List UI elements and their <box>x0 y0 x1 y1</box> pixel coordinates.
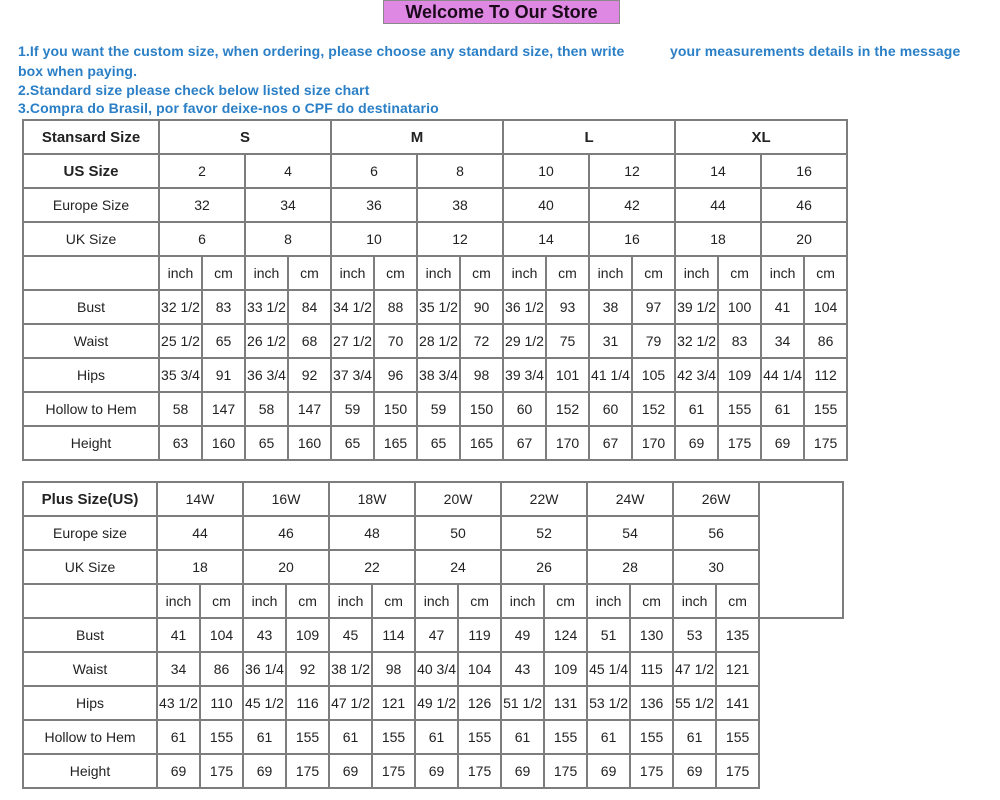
plus-europe-cell: 52 <box>501 516 587 550</box>
unit-cm: cm <box>804 256 847 290</box>
measurement-cm: 152 <box>546 392 589 426</box>
us-size-cell: 4 <box>245 154 331 188</box>
measurement-inch: 29 1/2 <box>503 324 546 358</box>
measurement-cm: 114 <box>372 618 415 652</box>
measurement-inch: 32 1/2 <box>675 324 718 358</box>
plus-europe-cell: 50 <box>415 516 501 550</box>
measurement-inch: 27 1/2 <box>331 324 374 358</box>
measurement-inch: 40 3/4 <box>415 652 458 686</box>
measurement-cm: 155 <box>718 392 761 426</box>
measurement-inch: 61 <box>673 720 716 754</box>
measurement-cm: 131 <box>544 686 587 720</box>
measurement-cm: 70 <box>374 324 417 358</box>
measurement-cm: 155 <box>544 720 587 754</box>
measurement-inch: 41 <box>157 618 200 652</box>
uk-size-label: UK Size <box>23 222 159 256</box>
measurement-inch: 69 <box>761 426 804 460</box>
measurement-inch: 43 <box>243 618 286 652</box>
unit-cm: cm <box>374 256 417 290</box>
unit-inch: inch <box>761 256 804 290</box>
unit-cm: cm <box>202 256 245 290</box>
measurement-cm: 175 <box>286 754 329 788</box>
plus-europe-cell: 54 <box>587 516 673 550</box>
measurement-inch: 58 <box>245 392 288 426</box>
measurement-inch: 33 1/2 <box>245 290 288 324</box>
us-size-row <box>23 154 847 188</box>
measurement-cm: 93 <box>546 290 589 324</box>
measurement-inch: 35 1/2 <box>417 290 460 324</box>
measurement-inch: 45 <box>329 618 372 652</box>
europe-size-cell: 40 <box>503 188 589 222</box>
plus-europe-cell: 56 <box>673 516 759 550</box>
measurement-inch: 32 1/2 <box>159 290 202 324</box>
measurement-inch: 53 <box>673 618 716 652</box>
size-xl: XL <box>675 120 847 154</box>
measurement-inch: 44 1/4 <box>761 358 804 392</box>
unit-inch: inch <box>415 584 458 618</box>
measurement-cm: 72 <box>460 324 503 358</box>
measurement-inch: 65 <box>331 426 374 460</box>
measurement-cm: 104 <box>804 290 847 324</box>
measurement-cm: 110 <box>200 686 243 720</box>
measurement-row <box>23 618 843 652</box>
measurement-inch: 69 <box>157 754 200 788</box>
measurement-inch: 31 <box>589 324 632 358</box>
plus-size-label: Plus Size(US) <box>23 482 157 516</box>
us-size-cell: 16 <box>761 154 847 188</box>
measurement-cm: 101 <box>546 358 589 392</box>
measurement-inch: 45 1/2 <box>243 686 286 720</box>
plus-europe-cell: 48 <box>329 516 415 550</box>
measurement-inch: 39 3/4 <box>503 358 546 392</box>
measurement-cm: 136 <box>630 686 673 720</box>
measurement-inch: 41 1/4 <box>589 358 632 392</box>
unit-inch: inch <box>673 584 716 618</box>
unit-row-blank <box>23 256 159 290</box>
measurement-inch: 38 3/4 <box>417 358 460 392</box>
measurement-cm: 97 <box>632 290 675 324</box>
size-l: L <box>503 120 675 154</box>
unit-inch: inch <box>587 584 630 618</box>
measurement-inch: 58 <box>159 392 202 426</box>
measurement-cm: 109 <box>286 618 329 652</box>
unit-inch: inch <box>157 584 200 618</box>
unit-cm: cm <box>288 256 331 290</box>
measurement-cm: 126 <box>458 686 501 720</box>
standard-size-row <box>23 120 847 154</box>
measurement-cm: 175 <box>200 754 243 788</box>
measurement-cm: 141 <box>716 686 759 720</box>
measurement-cm: 135 <box>716 618 759 652</box>
measurement-inch: 42 3/4 <box>675 358 718 392</box>
europe-size-cell: 46 <box>761 188 847 222</box>
measurement-cm: 147 <box>288 392 331 426</box>
size-s: S <box>159 120 331 154</box>
measurement-cm: 175 <box>804 426 847 460</box>
measurement-inch: 25 1/2 <box>159 324 202 358</box>
europe-size-cell: 36 <box>331 188 417 222</box>
measurement-cm: 119 <box>458 618 501 652</box>
measurement-inch: 28 1/2 <box>417 324 460 358</box>
measurement-inch: 34 <box>157 652 200 686</box>
us-size-cell: 12 <box>589 154 675 188</box>
uk-size-cell: 6 <box>159 222 245 256</box>
measurement-cm: 116 <box>286 686 329 720</box>
us-size-cell: 2 <box>159 154 245 188</box>
measurement-inch: 61 <box>761 392 804 426</box>
measurement-inch: 36 3/4 <box>245 358 288 392</box>
note-line-2: 2.Standard size please check below listed size chart <box>18 82 370 98</box>
plus-uk-cell: 30 <box>673 550 759 584</box>
measurement-row <box>23 686 843 720</box>
measurement-cm: 98 <box>372 652 415 686</box>
unit-cm: cm <box>200 584 243 618</box>
unit-cm: cm <box>718 256 761 290</box>
measurement-cm: 96 <box>374 358 417 392</box>
plus-size-table <box>22 481 844 789</box>
measurement-cm: 109 <box>544 652 587 686</box>
measurement-inch: 36 1/4 <box>243 652 286 686</box>
measurement-label: Waist <box>23 324 159 358</box>
measurement-cm: 175 <box>718 426 761 460</box>
measurement-inch: 61 <box>157 720 200 754</box>
measurement-inch: 69 <box>501 754 544 788</box>
unit-inch: inch <box>245 256 288 290</box>
plus-unit-row <box>23 584 843 618</box>
measurement-cm: 92 <box>288 358 331 392</box>
measurement-cm: 175 <box>544 754 587 788</box>
plus-uk-cell: 28 <box>587 550 673 584</box>
measurement-inch: 69 <box>587 754 630 788</box>
measurement-inch: 69 <box>243 754 286 788</box>
plus-europe-label: Europe size <box>23 516 157 550</box>
plus-uk-label: UK Size <box>23 550 157 584</box>
measurement-inch: 34 1/2 <box>331 290 374 324</box>
measurement-inch: 61 <box>501 720 544 754</box>
measurement-inch: 47 1/2 <box>329 686 372 720</box>
note-line-3: 3.Compra do Brasil, por favor deixe-nos o CPF do destinatario <box>18 100 439 116</box>
measurement-inch: 37 3/4 <box>331 358 374 392</box>
measurement-cm: 165 <box>460 426 503 460</box>
measurement-inch: 60 <box>589 392 632 426</box>
europe-size-cell: 44 <box>675 188 761 222</box>
measurement-inch: 61 <box>329 720 372 754</box>
measurement-cm: 65 <box>202 324 245 358</box>
uk-size-cell: 18 <box>675 222 761 256</box>
measurement-inch: 38 <box>589 290 632 324</box>
measurement-label: Hollow to Hem <box>23 720 157 754</box>
measurement-inch: 36 1/2 <box>503 290 546 324</box>
measurement-inch: 43 1/2 <box>157 686 200 720</box>
unit-inch: inch <box>243 584 286 618</box>
measurement-row <box>23 324 847 358</box>
measurement-cm: 155 <box>200 720 243 754</box>
measurement-inch: 51 1/2 <box>501 686 544 720</box>
us-size-cell: 10 <box>503 154 589 188</box>
measurement-label: Hollow to Hem <box>23 392 159 426</box>
measurement-inch: 65 <box>245 426 288 460</box>
measurement-inch: 69 <box>329 754 372 788</box>
measurement-cm: 175 <box>372 754 415 788</box>
standard-size-table <box>22 119 848 461</box>
measurement-inch: 61 <box>243 720 286 754</box>
measurement-inch: 61 <box>587 720 630 754</box>
measurement-cm: 104 <box>200 618 243 652</box>
measurement-row <box>23 426 847 460</box>
plus-uk-cell: 22 <box>329 550 415 584</box>
measurement-cm: 147 <box>202 392 245 426</box>
measurement-cm: 175 <box>716 754 759 788</box>
measurement-cm: 83 <box>202 290 245 324</box>
unit-inch: inch <box>331 256 374 290</box>
measurement-cm: 150 <box>374 392 417 426</box>
measurement-cm: 152 <box>632 392 675 426</box>
measurement-cm: 160 <box>202 426 245 460</box>
measurement-inch: 35 3/4 <box>159 358 202 392</box>
unit-cm: cm <box>546 256 589 290</box>
measurement-label: Hips <box>23 686 157 720</box>
unit-cm: cm <box>460 256 503 290</box>
measurement-cm: 84 <box>288 290 331 324</box>
plus-uk-row <box>23 550 843 584</box>
measurement-label: Bust <box>23 290 159 324</box>
measurement-cm: 170 <box>632 426 675 460</box>
measurement-inch: 41 <box>761 290 804 324</box>
measurement-inch: 63 <box>159 426 202 460</box>
measurement-cm: 175 <box>630 754 673 788</box>
measurement-cm: 68 <box>288 324 331 358</box>
unit-inch: inch <box>589 256 632 290</box>
measurement-cm: 115 <box>630 652 673 686</box>
measurement-cm: 112 <box>804 358 847 392</box>
measurement-label: Height <box>23 426 159 460</box>
plus-europe-cell: 44 <box>157 516 243 550</box>
unit-cm: cm <box>716 584 759 618</box>
measurement-inch: 45 1/4 <box>587 652 630 686</box>
measurement-cm: 91 <box>202 358 245 392</box>
plus-europe-row <box>23 516 843 550</box>
plus-size-us-row <box>23 482 843 516</box>
unit-cm: cm <box>632 256 675 290</box>
measurement-row <box>23 720 843 754</box>
measurement-cm: 79 <box>632 324 675 358</box>
measurement-cm: 109 <box>718 358 761 392</box>
measurement-inch: 49 <box>501 618 544 652</box>
unit-inch: inch <box>501 584 544 618</box>
unit-cm: cm <box>458 584 501 618</box>
measurement-cm: 175 <box>458 754 501 788</box>
measurement-inch: 26 1/2 <box>245 324 288 358</box>
measurement-cm: 98 <box>460 358 503 392</box>
uk-size-row <box>23 222 847 256</box>
plus-uk-cell: 26 <box>501 550 587 584</box>
europe-size-cell: 38 <box>417 188 503 222</box>
measurement-inch: 69 <box>415 754 458 788</box>
measurement-inch: 60 <box>503 392 546 426</box>
plus-us-cell: 26W <box>673 482 759 516</box>
measurement-inch: 55 1/2 <box>673 686 716 720</box>
measurement-cm: 155 <box>458 720 501 754</box>
measurement-cm: 155 <box>286 720 329 754</box>
measurement-inch: 43 <box>501 652 544 686</box>
plus-uk-cell: 18 <box>157 550 243 584</box>
plus-us-cell: 14W <box>157 482 243 516</box>
measurement-row <box>23 652 843 686</box>
plus-uk-cell: 24 <box>415 550 501 584</box>
measurement-inch: 34 <box>761 324 804 358</box>
measurement-inch: 61 <box>675 392 718 426</box>
measurement-cm: 150 <box>460 392 503 426</box>
measurement-row <box>23 392 847 426</box>
measurement-cm: 86 <box>200 652 243 686</box>
unit-inch: inch <box>159 256 202 290</box>
measurement-inch: 47 <box>415 618 458 652</box>
measurement-cm: 104 <box>458 652 501 686</box>
measurement-cm: 160 <box>288 426 331 460</box>
unit-inch: inch <box>503 256 546 290</box>
europe-size-row <box>23 188 847 222</box>
measurement-inch: 59 <box>331 392 374 426</box>
measurement-inch: 51 <box>587 618 630 652</box>
measurement-cm: 88 <box>374 290 417 324</box>
measurement-cm: 121 <box>372 686 415 720</box>
uk-size-cell: 10 <box>331 222 417 256</box>
unit-row <box>23 256 847 290</box>
measurement-inch: 67 <box>503 426 546 460</box>
measurement-inch: 38 1/2 <box>329 652 372 686</box>
uk-size-cell: 8 <box>245 222 331 256</box>
us-size-label: US Size <box>23 154 159 188</box>
plus-us-cell: 20W <box>415 482 501 516</box>
plus-europe-cell: 46 <box>243 516 329 550</box>
unit-cm: cm <box>630 584 673 618</box>
measurement-cm: 105 <box>632 358 675 392</box>
note-line-1: 1.If you want the custom size, when ordering, please choose any standard size, then write <box>18 43 625 59</box>
measurement-cm: 155 <box>372 720 415 754</box>
measurement-cm: 130 <box>630 618 673 652</box>
plus-us-cell: 24W <box>587 482 673 516</box>
measurement-cm: 90 <box>460 290 503 324</box>
measurement-label: Bust <box>23 618 157 652</box>
unit-inch: inch <box>329 584 372 618</box>
us-size-cell: 6 <box>331 154 417 188</box>
plus-us-cell: 16W <box>243 482 329 516</box>
measurement-cm: 83 <box>718 324 761 358</box>
measurement-inch: 53 1/2 <box>587 686 630 720</box>
plus-uk-cell: 20 <box>243 550 329 584</box>
measurement-cm: 165 <box>374 426 417 460</box>
measurement-cm: 124 <box>544 618 587 652</box>
europe-size-cell: 34 <box>245 188 331 222</box>
measurement-label: Height <box>23 754 157 788</box>
measurement-row <box>23 358 847 392</box>
measurement-cm: 100 <box>718 290 761 324</box>
plus-empty-column <box>759 482 843 618</box>
measurement-row <box>23 290 847 324</box>
plus-unit-row-blank <box>23 584 157 618</box>
standard-size-label: Stansard Size <box>23 120 159 154</box>
plus-us-cell: 22W <box>501 482 587 516</box>
unit-cm: cm <box>544 584 587 618</box>
uk-size-cell: 20 <box>761 222 847 256</box>
unit-inch: inch <box>675 256 718 290</box>
measurement-cm: 75 <box>546 324 589 358</box>
us-size-cell: 14 <box>675 154 761 188</box>
measurement-inch: 59 <box>417 392 460 426</box>
note-line-1c: box when paying. <box>18 63 138 79</box>
measurement-cm: 92 <box>286 652 329 686</box>
measurement-cm: 155 <box>804 392 847 426</box>
size-m: M <box>331 120 503 154</box>
unit-inch: inch <box>417 256 460 290</box>
note-line-1b: your measurements details in the message <box>670 43 961 59</box>
unit-cm: cm <box>286 584 329 618</box>
measurement-cm: 155 <box>716 720 759 754</box>
measurement-label: Waist <box>23 652 157 686</box>
us-size-cell: 8 <box>417 154 503 188</box>
measurement-inch: 69 <box>673 754 716 788</box>
uk-size-cell: 16 <box>589 222 675 256</box>
plus-us-cell: 18W <box>329 482 415 516</box>
store-banner: Welcome To Our Store <box>383 0 620 24</box>
uk-size-cell: 14 <box>503 222 589 256</box>
unit-cm: cm <box>372 584 415 618</box>
measurement-inch: 69 <box>675 426 718 460</box>
uk-size-cell: 12 <box>417 222 503 256</box>
measurement-inch: 47 1/2 <box>673 652 716 686</box>
measurement-inch: 61 <box>415 720 458 754</box>
measurement-inch: 65 <box>417 426 460 460</box>
measurement-inch: 39 1/2 <box>675 290 718 324</box>
measurement-row <box>23 754 843 788</box>
measurement-inch: 49 1/2 <box>415 686 458 720</box>
europe-size-cell: 42 <box>589 188 675 222</box>
measurement-label: Hips <box>23 358 159 392</box>
measurement-cm: 86 <box>804 324 847 358</box>
europe-size-label: Europe Size <box>23 188 159 222</box>
measurement-cm: 121 <box>716 652 759 686</box>
measurement-cm: 170 <box>546 426 589 460</box>
europe-size-cell: 32 <box>159 188 245 222</box>
measurement-inch: 67 <box>589 426 632 460</box>
measurement-cm: 155 <box>630 720 673 754</box>
